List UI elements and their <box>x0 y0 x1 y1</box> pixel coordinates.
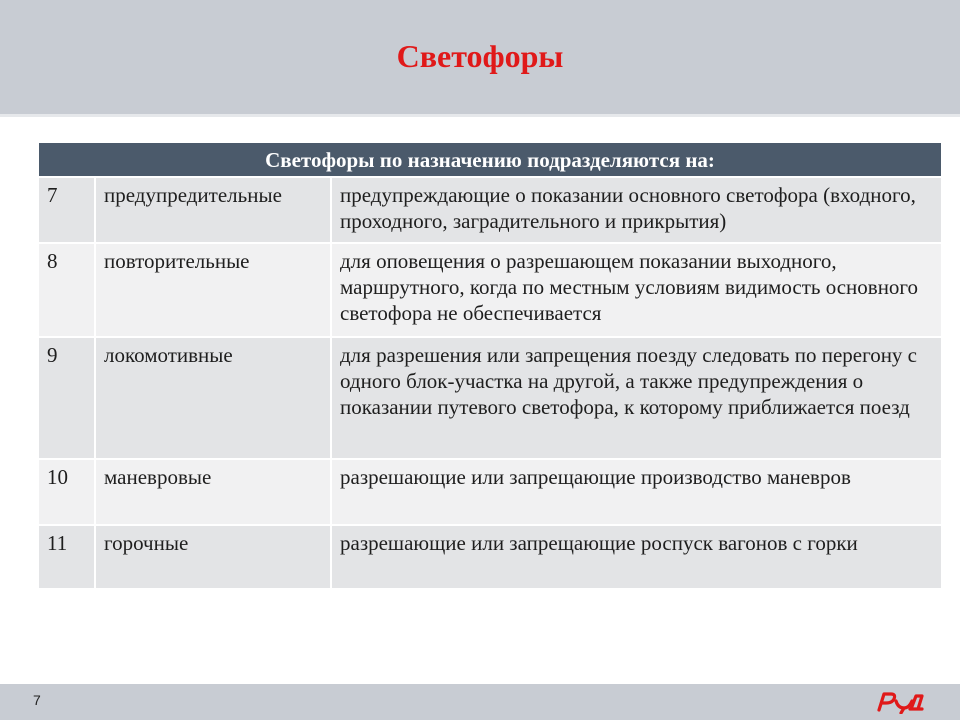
table-header: Светофоры по назначению подразделяются на: <box>39 143 941 177</box>
row-description: разрешающие или запрещающие роспуск вагонов с горки <box>331 525 941 589</box>
table-row <box>39 525 941 589</box>
table-row <box>39 177 941 243</box>
row-number: 10 <box>39 459 95 525</box>
row-number: 7 <box>39 177 95 243</box>
table-row <box>39 337 941 459</box>
row-type: локомотивные <box>95 337 331 459</box>
row-description: разрешающие или запрещающие производство маневров <box>331 459 941 525</box>
footer-band <box>0 684 960 720</box>
row-number: 11 <box>39 525 95 589</box>
rzd-logo-icon <box>874 688 926 714</box>
page-number: 7 <box>33 692 41 708</box>
row-description: предупреждающие о показании основного светофора (входного, проходного, заградительного и прикрытия) <box>331 177 941 243</box>
table <box>39 143 941 590</box>
row-type: предупредительные <box>95 177 331 243</box>
table-header-row <box>39 143 941 177</box>
row-type: маневровые <box>95 459 331 525</box>
row-type: повторительные <box>95 243 331 337</box>
row-description: для разрешения или запрещения поезду следовать по перегону с одного блок-участка на другой, а также предупреждения о показании путевого светофора, к которому приближается поезд <box>331 337 941 459</box>
table-row <box>39 243 941 337</box>
traffic-lights-table <box>39 143 941 590</box>
row-description: для оповещения о разрешающем показании выходного, маршрутного, когда по местным условиям видимость основного светофора не обеспечивается <box>331 243 941 337</box>
slide-title: Светофоры <box>396 38 564 74</box>
header-divider <box>0 114 960 117</box>
row-number: 8 <box>39 243 95 337</box>
row-number: 9 <box>39 337 95 459</box>
row-type: горочные <box>95 525 331 589</box>
table-row <box>39 459 941 525</box>
